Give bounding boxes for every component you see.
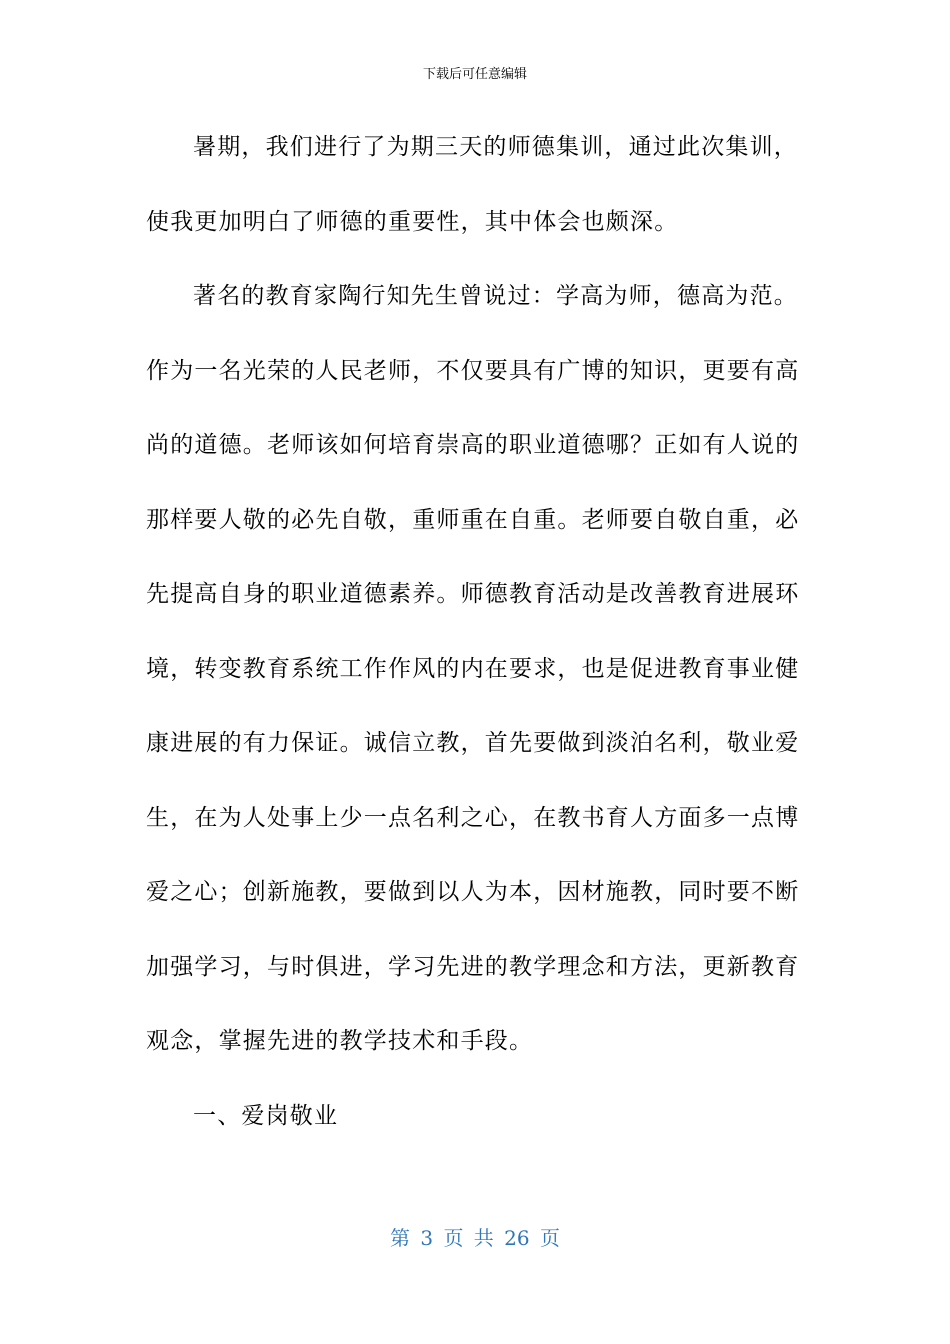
paragraph-line: 观念，掌握先进的教学技术和手段。	[146, 1028, 534, 1054]
paragraph-line: 境，转变教育系统工作作风的内在要求，也是促进教育事业健	[146, 655, 800, 682]
paragraph-line: 作为一名光荣的人民老师，不仅要具有广博的知识，更要有高	[146, 357, 800, 384]
paragraph-line: 生，在为人处事上少一点名利之心，在教书育人方面多一点博	[146, 804, 800, 831]
section-heading: 一、爱岗敬业	[193, 1102, 339, 1129]
page-number-footer: 第 3 页 共 26 页	[390, 1226, 560, 1250]
paragraph-line: 康进展的有力保证。诚信立教，首先要做到淡泊名利，敬业爱	[146, 730, 800, 756]
paragraph-line: 加强学习，与时俱进，学习先进的教学理念和方法，更新教育	[146, 953, 800, 980]
paragraph-line: 尚的道德。老师该如何培育崇高的职业道德哪？正如有人说的	[146, 432, 800, 458]
page-header: 下载后可任意编辑	[422, 67, 527, 82]
paragraph-line: 那样要人敬的必先自敬，重师重在自重。老师要自敬自重，必	[146, 506, 800, 533]
paragraph-line: 暑期，我们进行了为期三天的师德集训，通过此次集训，	[193, 134, 798, 160]
paragraph-line: 爱之心；创新施教，要做到以人为本，因材施教，同时要不断	[146, 879, 800, 905]
paragraph-line: 著名的教育家陶行知先生曾说过：学高为师，德高为范。	[193, 283, 798, 309]
paragraph-line: 先提高自身的职业道德素养。师德教育活动是改善教育进展环	[146, 581, 800, 607]
document-body	[146, 126, 800, 1169]
paragraph-line: 使我更加明白了师德的重要性，其中体会也颇深。	[146, 208, 679, 235]
